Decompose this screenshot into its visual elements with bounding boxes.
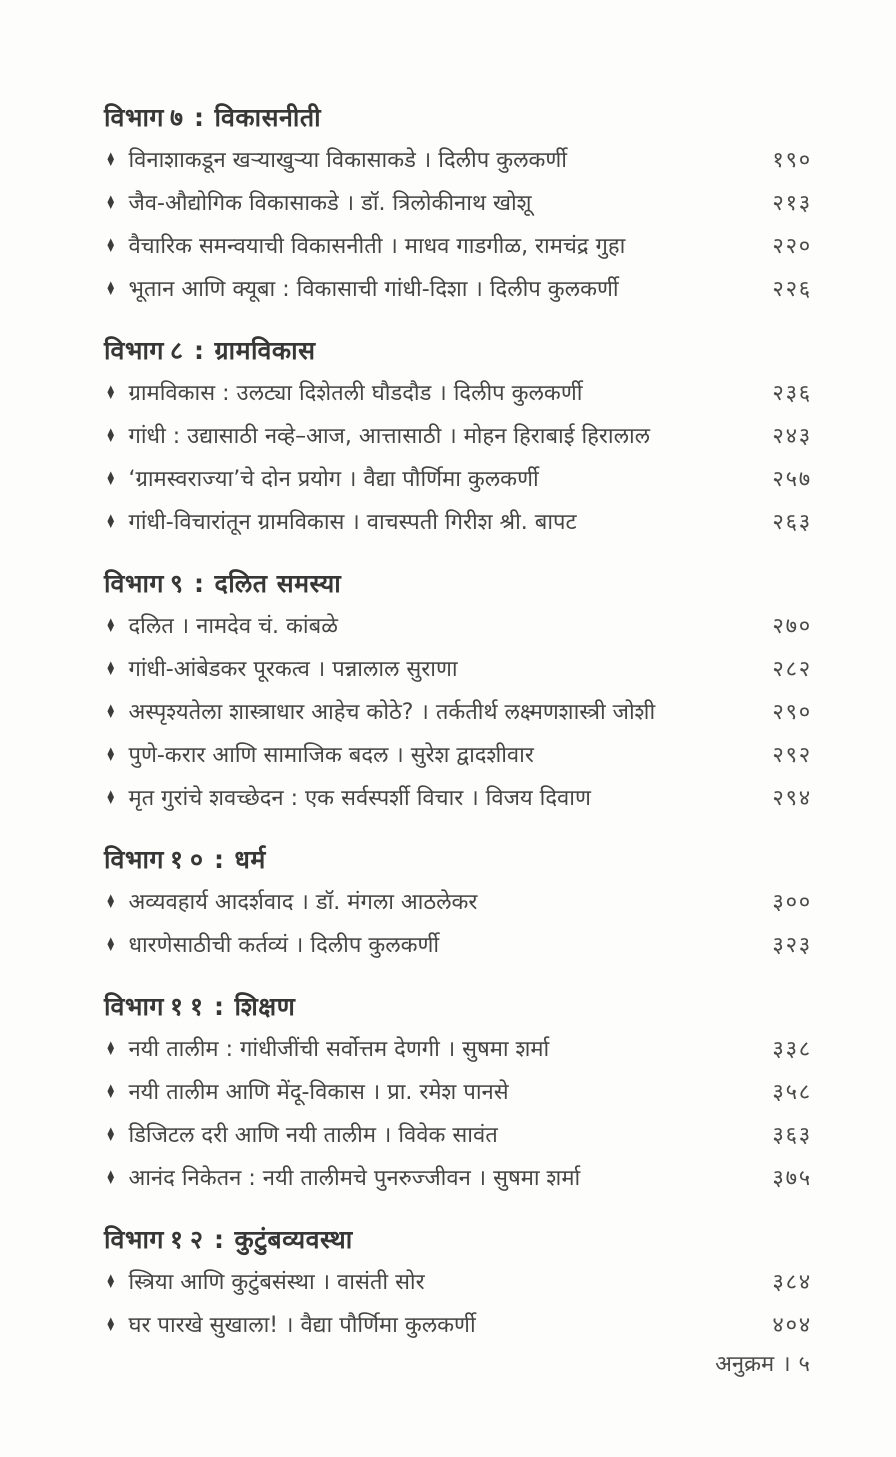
entry-text [128,777,750,820]
entry-title: अस्पृश्यतेला शास्त्राधार आहेच कोठे? [128,700,414,725]
entry-divider: । [180,614,190,639]
entry-author: माधव गाडगीळ, रामचंद्र गुहा [404,234,626,259]
toc-entry [104,372,812,415]
section-heading-title: शिक्षण [234,992,296,1021]
diamond-bullet-icon: ♦ [105,381,116,405]
section-heading-number: १२ [170,1225,211,1254]
toc-entry [104,881,812,924]
toc-entry [104,605,812,648]
toc-entry [104,1071,812,1114]
entry-divider: । [389,234,398,259]
entry-page-number: ३२३ [772,933,812,958]
entry-author: वैद्या पौर्णिमा कुलकर्णी [300,1313,476,1338]
entry-author: दिलीप कुलकर्णी [453,381,583,406]
entry-divider: । [371,1080,381,1105]
entry-title: जैव-औद्योगिक विकासाकडे [128,191,339,216]
diamond-bullet-icon: ♦ [105,933,116,957]
diamond-bullet-icon: ♦ [105,1166,116,1190]
entry-text [128,501,750,544]
entry-page-number: ४०४ [772,1313,812,1338]
entry-text [128,1304,750,1347]
entry-text [128,1114,750,1157]
section-heading-label: विभाग [104,1225,165,1254]
entry-title: नयी तालीम आणि मेंदू-विकास [128,1080,365,1105]
entry-page-number: ३८४ [772,1270,812,1295]
diamond-bullet-icon: ♦ [105,424,116,448]
entry-divider: । [446,1037,456,1062]
section-heading [104,329,812,372]
section-heading-separator: : [194,103,205,132]
section-heading-number: ९ [170,569,191,598]
entry-text [128,1157,750,1200]
toc-entry [104,182,812,225]
section-heading-separator: : [214,1225,225,1254]
entry-title: गांधी-आंबेडकर पूरकत्व [128,657,310,682]
entry-title: अव्यवहार्य आदर्शवाद [128,890,294,915]
diamond-bullet-icon: ♦ [105,234,116,258]
entry-title: घर पारखे सुखाला! [128,1313,279,1338]
section-heading-label: विभाग [104,336,165,365]
diamond-bullet-icon: ♦ [105,467,116,491]
diamond-bullet-icon: ♦ [105,743,116,767]
toc-entry [104,1261,812,1304]
entry-text [128,691,750,734]
section-heading-title: दलित समस्या [214,569,342,598]
entry-title: गांधी-विचारांतून ग्रामविकास [128,510,345,535]
entry-author: तर्कतीर्थ लक्ष्मणशास्त्री जोशी [435,700,656,725]
entry-author: मोहन हिराबाई हिरालाल [463,424,651,449]
entry-author: वासंती सोर [337,1270,425,1295]
entry-page-number: २९२ [772,743,812,768]
entry-page-number: २७० [772,614,812,639]
entry-text [128,1028,750,1071]
entry-page-number: २३६ [772,381,812,406]
entry-page-number: २६३ [772,510,812,535]
entry-author: डॉ. मंगला आठलेकर [315,890,478,915]
section-heading [104,985,812,1028]
entry-page-number: २१३ [772,191,812,216]
entry-divider: । [470,786,479,811]
entry-title: आनंद निकेतन : नयी तालीमचे पुनरुज्जीवन [128,1166,471,1191]
entry-author: पन्नालाल सुराणा [332,657,458,682]
entry-divider: । [345,191,355,216]
entry-page-number: २५७ [772,467,812,492]
section-entry-list [104,1261,812,1347]
entry-divider: । [448,424,457,449]
diamond-bullet-icon: ♦ [105,1270,116,1294]
section-heading-label: विभाग [104,103,165,132]
toc-entry [104,691,812,734]
entry-divider: । [321,1270,331,1295]
section-heading-separator: : [194,569,205,598]
page-footer [715,1348,810,1378]
toc-section [104,838,812,967]
entry-page-number: २९० [772,700,812,725]
entry-title: धारणेसाठीची कर्तव्यं [128,933,289,958]
entry-author: डॉ. त्रिलोकीनाथ खोशू [361,191,532,216]
diamond-bullet-icon: ♦ [105,1080,116,1104]
entry-title: दलित [128,614,174,639]
entry-author: प्रा. रमेश पानसे [387,1080,509,1105]
entry-title: स्त्रिया आणि कुटुंबसंस्था [128,1270,315,1295]
entry-text [128,372,750,415]
entry-text [128,605,750,648]
section-heading-separator: : [194,336,205,365]
entry-author: सुषमा शर्मा [493,1166,581,1191]
section-entry-list [104,139,812,311]
section-heading-number: ८ [170,336,191,365]
toc-entry [104,777,812,820]
toc-entry [104,268,812,311]
section-entry-list [104,372,812,544]
entry-text [128,881,750,924]
entry-text [128,458,750,501]
diamond-bullet-icon: ♦ [105,277,116,301]
section-heading-title: धर्म [234,845,266,874]
entry-author: सुरेश द्वादशीवार [410,743,534,768]
entry-text [128,268,750,311]
section-entry-list [104,605,812,820]
section-heading-number: १० [170,845,211,874]
toc-entry [104,501,812,544]
entry-divider: । [383,1123,392,1148]
entry-page-number: २९४ [772,786,812,811]
entry-page-number: २८२ [772,657,812,682]
section-entry-list [104,881,812,967]
diamond-bullet-icon: ♦ [105,1123,116,1147]
entry-page-number: ३०० [772,890,812,915]
section-heading-number: ११ [170,992,211,1021]
section-heading-title: कुटुंबव्यवस्था [234,1225,353,1254]
entry-page-number: ३५८ [772,1080,812,1105]
toc-section [104,96,812,311]
entry-text [128,734,750,777]
entry-divider: । [420,700,429,725]
diamond-bullet-icon: ♦ [105,786,116,810]
entry-divider: । [348,467,357,492]
entry-author: दिलीप कुलकर्णी [489,277,619,302]
entry-page-number: २४३ [772,424,812,449]
entry-divider: । [395,743,404,768]
entry-divider: । [285,1313,294,1338]
entry-title: वैचारिक समन्वयाची विकासनीती [128,234,383,259]
toc-entry [104,225,812,268]
entry-page-number: १९० [772,148,812,173]
section-heading-title: विकासनीती [214,103,322,132]
entry-title: भूतान आणि क्यूबा : विकासाची गांधी-दिशा [128,277,468,302]
entry-text [128,648,750,691]
entry-divider: । [422,148,432,173]
section-heading-title: ग्रामविकास [214,336,316,365]
entry-divider: । [316,657,326,682]
entry-title: ग्रामविकास : उलट्या दिशेतली घौडदौड [128,381,432,406]
entry-title: डिजिटल दरी आणि नयी तालीम [128,1123,376,1148]
entry-text [128,182,750,225]
toc-entry [104,734,812,777]
section-heading-label: विभाग [104,992,165,1021]
entry-text [128,1261,750,1304]
entry-page-number: ३६३ [772,1123,812,1148]
toc-entry [104,648,812,691]
entry-divider: । [438,381,447,406]
entry-author: दिलीप कुलकर्णी [438,148,567,173]
entry-title: ‘ग्रामस्वराज्या’चे दोन प्रयोग [128,467,342,492]
toc-section [104,329,812,544]
toc-section [104,1218,812,1347]
entry-title: नयी तालीम : गांधीजींची सर्वोत्तम देणगी [128,1037,440,1062]
toc-section [104,562,812,820]
entry-text [128,924,750,967]
toc-entry [104,415,812,458]
diamond-bullet-icon: ♦ [105,700,116,724]
section-entry-list [104,1028,812,1200]
entry-divider: । [300,890,309,915]
section-heading [104,838,812,881]
entry-author: सुषमा शर्मा [462,1037,550,1062]
entry-title: मृत गुरांचे शवच्छेदन : एक सर्वस्पर्शी विचार [128,786,464,811]
entry-title: गांधी : उद्यासाठी नव्हे–आज, आत्तासाठी [128,424,442,449]
entry-author: दिलीप कुलकर्णी [310,933,440,958]
entry-page-number: २२६ [772,277,812,302]
entry-text [128,415,750,458]
diamond-bullet-icon: ♦ [105,1313,116,1337]
entry-text [128,225,750,268]
toc-section [104,985,812,1200]
entry-divider: । [351,510,360,535]
diamond-bullet-icon: ♦ [105,1037,116,1061]
toc-entry [104,1157,812,1200]
entry-divider: । [474,277,483,302]
diamond-bullet-icon: ♦ [105,657,116,681]
entry-author: विवेक सावंत [398,1123,498,1148]
diamond-bullet-icon: ♦ [105,890,116,914]
section-heading [104,1218,812,1261]
entry-page-number: ३३८ [772,1037,812,1062]
entry-author: वाचस्पती गिरीश श्री. बापट [366,510,577,535]
footer-label: अनुक्रम [715,1352,775,1377]
toc-entry [104,139,812,182]
toc-entry [104,1304,812,1347]
diamond-bullet-icon: ♦ [105,148,116,172]
footer-page-number: ५ [798,1352,810,1377]
section-heading-label: विभाग [104,569,165,598]
entry-author: विजय दिवाण [485,786,591,811]
section-heading [104,96,812,139]
entry-text [128,139,750,182]
entry-title: विनाशाकडून खऱ्याखुऱ्या विकासाकडे [128,148,416,173]
entry-text [128,1071,750,1114]
section-heading-separator: : [214,845,225,874]
entry-divider: । [295,933,304,958]
toc-entry [104,458,812,501]
diamond-bullet-icon: ♦ [105,510,116,534]
diamond-bullet-icon: ♦ [105,191,116,215]
section-heading [104,562,812,605]
entry-page-number: ३७५ [772,1166,812,1191]
entry-divider: । [477,1166,487,1191]
section-heading-number: ७ [170,103,191,132]
toc-entry [104,1114,812,1157]
toc-entry [104,924,812,967]
entry-page-number: २२० [772,234,812,259]
footer-divider: । [782,1352,791,1377]
toc-entry [104,1028,812,1071]
section-heading-label: विभाग [104,845,165,874]
entry-author: नामदेव चं. कांबळे [196,614,338,639]
diamond-bullet-icon: ♦ [105,614,116,638]
entry-title: पुणे-करार आणि सामाजिक बदल [128,743,389,768]
section-heading-separator: : [214,992,225,1021]
entry-author: वैद्या पौर्णिमा कुलकर्णी [363,467,539,492]
